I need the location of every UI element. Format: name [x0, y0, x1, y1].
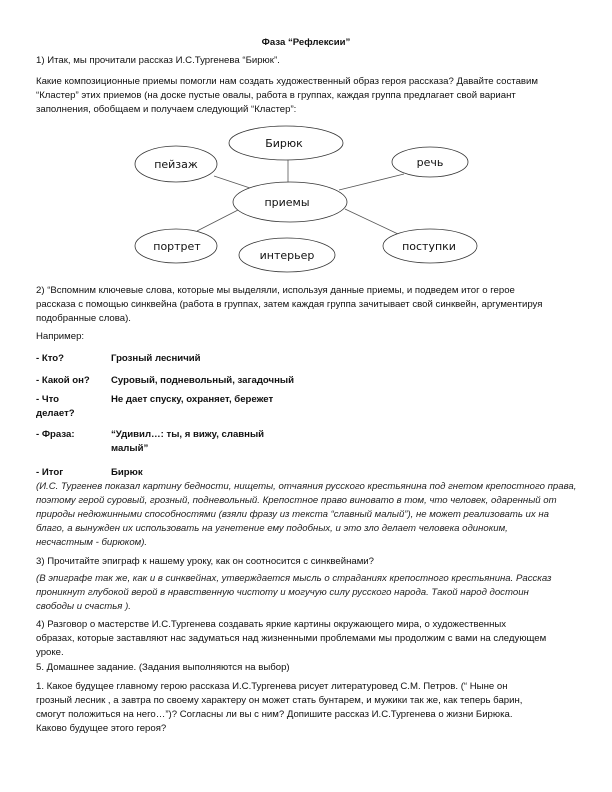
- cinquain-value: “Удивил…: ты, я вижу, славный: [111, 429, 265, 440]
- cinquain-key: - Фраза:: [36, 429, 75, 440]
- page-title: Фаза “Рефлексии”: [261, 37, 351, 48]
- section4-line: образах, которые заставляют нас задуматься над жизненными проблемами мы продолжим с вами на следующем: [36, 633, 547, 644]
- cinquain-value: Суровый, подневольный, загадочный: [111, 375, 295, 386]
- cinquain-value-cont: малый”: [111, 443, 149, 454]
- section3-answer-line: (В эпиграфе так же, как и в синквейнах, утверждается мысль о страданиях крепостного крестьянина. Рассказ: [36, 573, 552, 584]
- cinquain-key: - Какой он?: [36, 375, 90, 386]
- section1-line: “Кластер” этих приемов (на доске пустые овалы, работа в группах, каждая группа предлагает свой вариант: [36, 90, 516, 101]
- example-label: Например:: [36, 331, 85, 342]
- connector-line: [197, 210, 238, 231]
- homework-task-line: смогут положиться на него…”)? Согласны ли вы с ним? Допишите рассказ И.С.Тургенева о жизни Бирюка.: [36, 709, 513, 720]
- section2-line: 2) “Вспомним ключевые слова, которые мы выделяли, используя данные приемы, и подведем итог о герое: [36, 285, 515, 296]
- node-label: интерьер: [259, 249, 315, 262]
- comment-line: (И.С. Тургенев показал картину бедности, нищеты, отчаяния русского крестьянина под гнетом крепостного права,: [36, 481, 577, 492]
- cinquain-value: Бирюк: [111, 467, 143, 478]
- section1-intro: 1) Итак, мы прочитали рассказ И.С.Тургенева “Бирюк”.: [36, 55, 280, 66]
- comment-line: несчастным - бирюком).: [36, 537, 148, 548]
- section1-line: заполнения, обобщаем и получаем следующий “Кластер”:: [36, 104, 297, 115]
- comment-line: благо, а вынужден их использовать на угнетение ему подобных, и это зло делает человека одиноким,: [36, 523, 508, 534]
- node-label: поступки: [402, 240, 456, 253]
- connector-line: [345, 209, 398, 234]
- cinquain-value: Грозный лесничий: [111, 353, 201, 364]
- connector-line: [214, 176, 250, 188]
- node-label: портрет: [153, 240, 201, 253]
- section2-line: подобранные слова).: [36, 313, 131, 324]
- node-label: речь: [416, 156, 444, 169]
- section3-answer-line: свободы и счастья ).: [36, 601, 131, 612]
- section3-question: 3) Прочитайте эпиграф к нашему уроку, как он соотносится с синквейнами?: [36, 556, 375, 567]
- section2-line: рассказа с помощью синквейна (работа в группах, затем каждая группа зачитывает свой синквейн, аргументируя: [36, 299, 543, 310]
- comment-line: природы недюжинными способностями (взяли фразу из текста “славный малый”), не может реализовать их на: [36, 509, 549, 520]
- section4-line: уроке.: [36, 647, 64, 658]
- homework-heading: 5. Домашнее задание. (Задания выполняются на выбор): [36, 662, 290, 673]
- section3-answer-line: проникнут глубокой верой в нравственную чистоту и могучую силу русского народа. Такой народ достоин: [36, 587, 529, 598]
- cinquain-key: - Что: [36, 394, 60, 405]
- cinquain-key-cont: делает?: [36, 408, 75, 419]
- homework-task-line: Каково будущее этого героя?: [36, 723, 167, 734]
- section1-line: Какие композиционные приемы помогли нам создать художественный образ героя рассказа? Давайте составим: [36, 76, 538, 87]
- center-label: приемы: [264, 196, 310, 209]
- cinquain-value: Не дает спуску, охраняет, бережет: [111, 394, 274, 405]
- node-label: пейзаж: [154, 158, 198, 171]
- homework-task-line: грозный лесник , а завтра по своему характеру он может стать бунтарем, и мужики так же, как теперь барин,: [36, 695, 523, 706]
- section4-line: 4) Разговор о мастерстве И.С.Тургенева создавать яркие картины окружающего мира, о художественных: [36, 619, 507, 630]
- comment-line: поэтому герой суровый, грозный, подневольный. Крепостное право виновато в том, что человек, одаренный от: [36, 495, 557, 506]
- cinquain-key: - Кто?: [36, 353, 65, 364]
- homework-task-line: 1. Какое будущее главному герою рассказа И.С.Тургенева рисует литературовед С.М. Петров. (“ Ныне он: [36, 681, 508, 692]
- connector-line: [339, 174, 404, 190]
- cinquain-key: - Итог: [36, 467, 64, 478]
- node-label: Бирюк: [265, 137, 303, 150]
